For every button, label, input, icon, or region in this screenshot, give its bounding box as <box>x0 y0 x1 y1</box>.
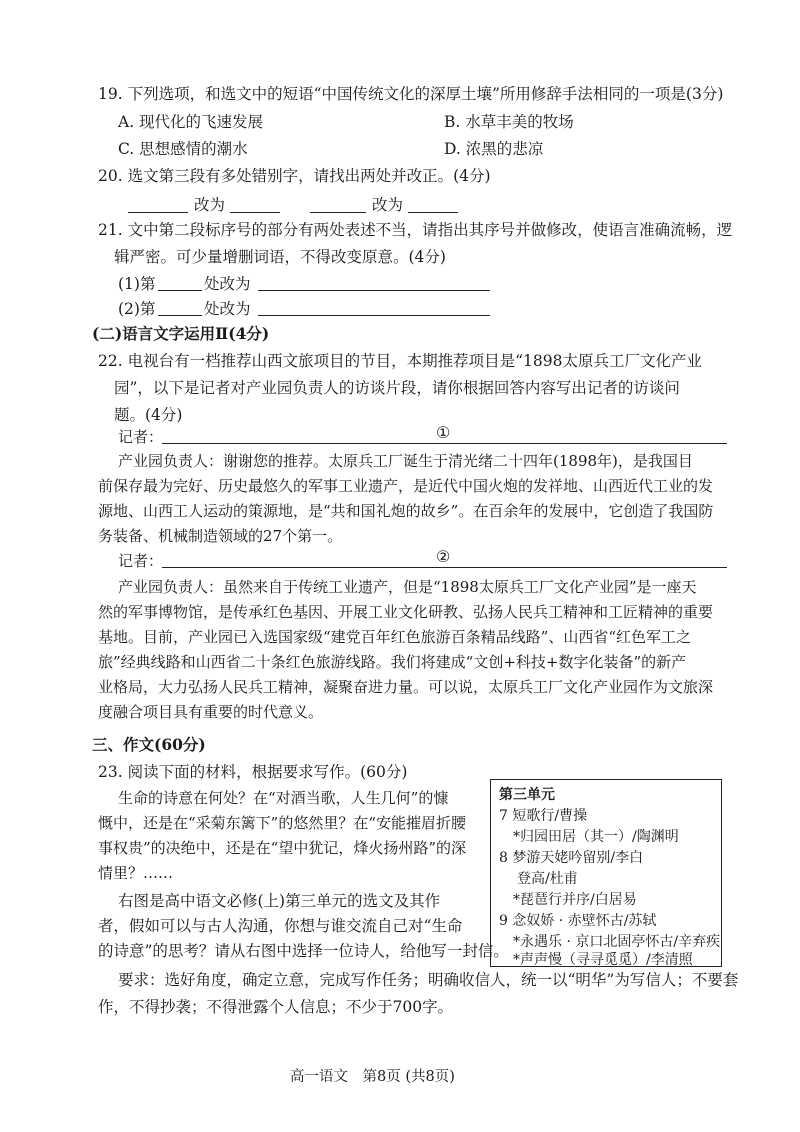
q21-stem-line1: 21. 文中第二段标序号的部分有两处表述不当，请指出其序号并做修改，使语言准确流畅，逻 <box>98 221 733 239</box>
toc-item: 8 梦游天姥吟留别/李白 <box>499 850 644 866</box>
q21-item1-number-blank[interactable] <box>158 290 202 291</box>
q23-material1-line4: 情里？…… <box>98 864 174 882</box>
q21-item1-mid: 处改为 <box>204 275 251 293</box>
q23-stem: 23. 阅读下面的材料，根据要求写作。(60分) <box>98 763 408 781</box>
toc-item: *永遇乐 · 京口北固亭怀古/辛弃疾 <box>513 934 721 950</box>
q22-stem-line3: 题。(4分) <box>114 406 183 424</box>
q23-requirement-line1: 要求：选好角度，确定立意，完成写作任务；明确收信人，统一以“明华”为写信人；不要套 <box>118 971 739 989</box>
q23-requirement-line2: 作，不得抄袭；不得泄露个人信息；不少于700字。 <box>98 998 454 1016</box>
toc-item: *琵琶行并序/白居易 <box>513 892 637 908</box>
q20-stem: 20. 选文第三段有多处错别字，请找出两处并改正。(4分) <box>98 167 491 185</box>
q22-answer2-line5: 业格局，大力弘扬人民兵工精神，凝聚奋进力量。可以说，太原兵工厂文化产业园作为文旅深 <box>98 678 714 696</box>
q22-answer2-line4: 旅”经典线路和山西省二十条红色旅游线路。我们将建成“文创+科技+数字化装备”的新产 <box>98 653 687 671</box>
q20-blank-4[interactable] <box>408 212 458 213</box>
page-footer: 高一语文 第8页 (共8页) <box>290 1069 455 1085</box>
q23-material2-line3: 的诗意”的思考？请从右图中选择一位诗人，给他写一封信。 <box>98 942 509 960</box>
q23-material2-line1: 右图是高中语文必修(上)第三单元的选文及其作 <box>118 892 441 910</box>
q21-item2-number-blank[interactable] <box>158 315 202 316</box>
q19-option-a: A. 现代化的飞速发展 <box>118 113 264 131</box>
q21-stem-line2: 辑严密。可少量增删词语，不得改变原意。(4分) <box>114 248 446 266</box>
reporter-label-1: 记者： <box>118 428 164 446</box>
toc-item: 9 念奴娇 · 赤壁怀古/苏轼 <box>499 913 657 929</box>
section-3-heading: 三、作文(60分) <box>92 735 206 754</box>
q19-option-c: C. 思想感情的潮水 <box>118 140 248 158</box>
unit-3-title: 第三单元 <box>499 787 555 803</box>
q20-blank-3[interactable] <box>310 212 366 213</box>
toc-item: *归园田居（其一）/陶渊明 <box>513 829 679 845</box>
q23-material1-line3: 事权贵”的决绝中，还是在“望中犹记，烽火扬州路”的深 <box>98 839 467 857</box>
q20-change-label-1: 改为 <box>194 196 226 214</box>
q20-change-label-2: 改为 <box>372 196 404 214</box>
q22-answer-blank-1[interactable] <box>162 443 727 444</box>
toc-item: *声声慢（寻寻觅觅）/李清照 <box>513 952 693 968</box>
q22-answer1-line3: 源地、山西工人运动的策源地，是“共和国礼炮的故乡”。在百余年的发展中，它创造了我国防 <box>98 502 714 520</box>
q23-material1-line2: 慨中，还是在“采菊东篱下”的悠然里？在“安能摧眉折腰 <box>98 814 467 832</box>
q22-mark-1: ① <box>436 423 451 442</box>
q22-answer-blank-2[interactable] <box>162 567 727 568</box>
q23-material1-line1: 生命的诗意在何处？在“对酒当歌，人生几何”的慷 <box>118 789 449 807</box>
q22-answer2-line3: 基地。目前，产业园已入选国家级“建党百年红色旅游百条精品线路”、山西省“红色军工之 <box>98 628 692 646</box>
toc-item: 7 短歌行/曹操 <box>499 808 588 824</box>
q22-answer2-line6: 度融合项目具有重要的时代意义。 <box>98 703 324 721</box>
section-2-heading: (二)语言文字运用Ⅱ(4分) <box>92 324 270 343</box>
unit-3-table-of-contents <box>490 779 722 967</box>
q23-material2-line2: 者，假如可以与古人沟通，你想与谁交流自己对“生命 <box>98 917 463 935</box>
toc-item: 登高/杜甫 <box>517 871 578 887</box>
q22-answer2-line1: 产业园负责人：虽然来自于传统工业遗产，但是“1898太原兵工厂文化产业园”是一座天 <box>118 578 697 596</box>
q22-answer1-line2: 前保存最为完好、历史最悠久的军事工业遗产，是近代中国火炮的发祥地、山西近代工业的发 <box>98 477 714 495</box>
q21-item2-answer-blank[interactable] <box>258 315 490 316</box>
reporter-label-2: 记者： <box>118 552 164 570</box>
q20-blank-2[interactable] <box>230 212 280 213</box>
q22-answer1-line1: 产业园负责人：谢谢您的推荐。太原兵工厂诞生于清光绪二十四年(1898年)，是我国目 <box>118 452 693 470</box>
q21-item2-mid: 处改为 <box>204 300 251 318</box>
q19-option-d: D. 浓黑的悲凉 <box>444 140 544 158</box>
q21-item2-prefix: (2)第 <box>118 300 156 318</box>
q19-stem: 19. 下列选项，和选文中的短语“中国传统文化的深厚土壤”所用修辞手法相同的一项是(3分) <box>98 85 724 103</box>
q19-option-b: B. 水草丰美的牧场 <box>444 113 574 131</box>
q22-answer1-line4: 务装备、机械制造领域的27个第一。 <box>98 527 343 545</box>
q22-stem-line2: 园”，以下是记者对产业园负责人的访谈片段，请你根据回答内容写出记者的访谈问 <box>114 379 680 397</box>
q21-item1-prefix: (1)第 <box>118 275 156 293</box>
q22-mark-2: ② <box>436 547 451 566</box>
q20-blank-1[interactable] <box>128 212 188 213</box>
q21-item1-answer-blank[interactable] <box>258 290 490 291</box>
q22-answer2-line2: 然的军事博物馆，是传承红色基因、开展工业文化研教、弘扬人民兵工精神和工匠精神的重要 <box>98 603 714 621</box>
q22-stem-line1: 22. 电视台有一档推荐山西文旅项目的节目，本期推荐项目是“1898太原兵工厂文化产业 <box>98 352 702 370</box>
